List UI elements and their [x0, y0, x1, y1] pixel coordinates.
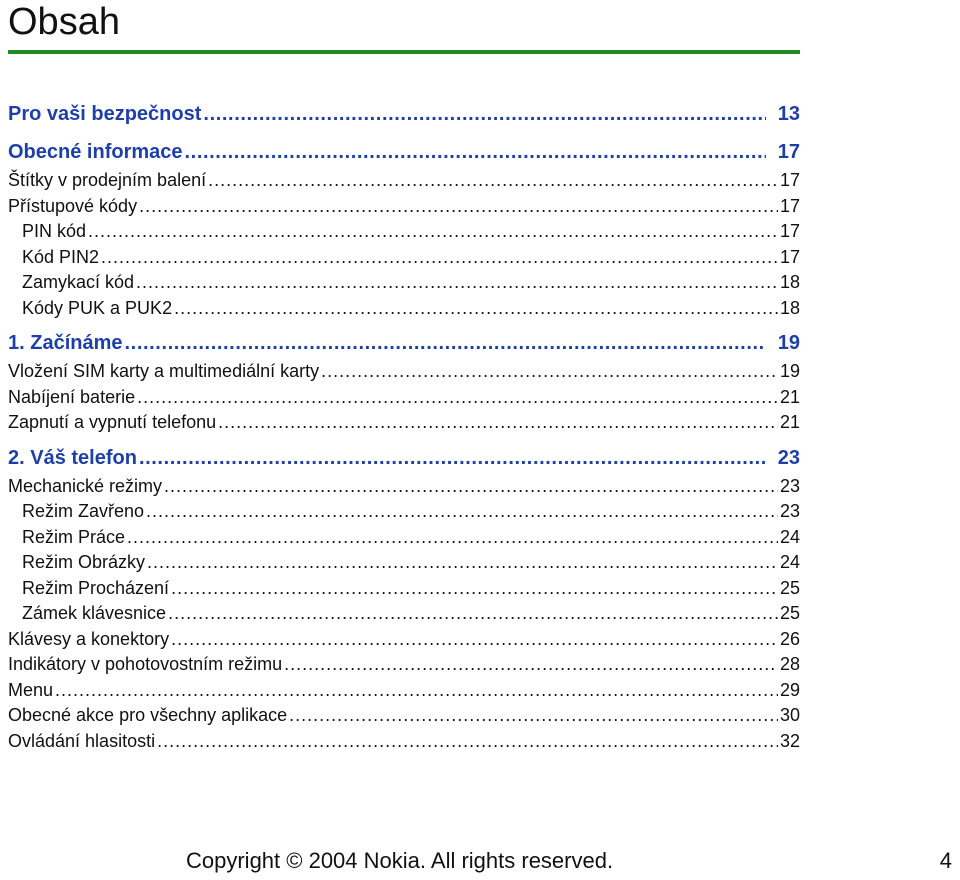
toc-entry-page: 21 [779, 386, 800, 407]
toc-section-heading[interactable] [8, 327, 800, 359]
toc-entry-page: 23 [779, 501, 800, 521]
toc-entry[interactable] [8, 703, 800, 729]
toc-entry-label: Obecné akce pro všechny aplikace [8, 705, 288, 725]
toc-entry-page: 21 [779, 412, 800, 432]
dot-leader [55, 678, 778, 704]
toc-entry-page: 19 [779, 361, 800, 381]
toc-entry-page: 17 [779, 170, 800, 190]
toc-entry-label: Režim Obrázky [22, 552, 146, 572]
toc-entry[interactable] [8, 576, 800, 602]
toc-entry-page: 29 [779, 679, 800, 700]
toc-entry-label: Zámek klávesnice [22, 603, 167, 623]
toc-entry[interactable] [8, 729, 800, 755]
toc-entry-label: Klávesy a konektory [8, 628, 170, 649]
toc-entry-page: 25 [779, 577, 800, 598]
toc-entry-page: 25 [779, 603, 800, 623]
toc-entry[interactable] [8, 359, 800, 385]
toc-entry[interactable] [8, 270, 800, 296]
toc-entry[interactable] [8, 219, 800, 245]
toc-entry-label: Menu [8, 679, 54, 700]
dot-leader [164, 474, 778, 500]
copyright-notice: Copyright © 2004 Nokia. All rights reserved. [186, 848, 614, 873]
page-footer [0, 844, 960, 880]
dot-leader [185, 136, 766, 168]
dot-leader [139, 442, 766, 474]
toc-entry-page: 17 [777, 141, 800, 163]
toc-entry-label: PIN kód [22, 221, 87, 241]
dot-leader [88, 219, 778, 245]
toc-entry-page: 23 [777, 446, 800, 469]
toc-entry[interactable] [8, 474, 800, 500]
dot-leader [125, 327, 766, 359]
toc-entry-label: Štítky v prodejním balení [8, 170, 207, 190]
page-title: Obsah [8, 1, 120, 43]
toc-entry-label: Indikátory v pohotovostním režimu [8, 654, 283, 674]
toc-entry-page: 17 [779, 246, 800, 267]
toc-entry[interactable] [8, 499, 800, 525]
toc-entry-label: Ovládání hlasitosti [8, 730, 156, 751]
dot-leader [321, 359, 778, 385]
dot-leader [289, 703, 778, 729]
toc-entry-page: 17 [779, 195, 800, 216]
dot-leader [208, 168, 778, 194]
toc-entry[interactable] [8, 601, 800, 627]
dot-leader [139, 194, 778, 220]
toc-entry-label: Nabíjení baterie [8, 386, 136, 407]
toc-entry[interactable] [8, 678, 800, 704]
toc-entry-label: Mechanické režimy [8, 475, 163, 496]
title-underline [8, 50, 800, 54]
toc-entry-label: Přístupové kódy [8, 195, 138, 216]
toc-entry-label: Pro vaši bezpečnost [8, 103, 202, 125]
toc-entry-label: Režim Procházení [22, 577, 170, 598]
dot-leader [284, 652, 778, 678]
dot-leader [157, 729, 778, 755]
toc-entry-page: 13 [777, 103, 800, 125]
table-of-contents [8, 98, 800, 754]
toc-entry-page: 28 [779, 654, 800, 674]
dot-leader [137, 385, 778, 411]
toc-entry-page: 19 [777, 332, 800, 354]
toc-section [8, 136, 800, 321]
dot-leader [127, 525, 778, 551]
toc-entry-page: 23 [779, 475, 800, 496]
toc-entry-label: Zamykací kód [22, 272, 135, 292]
toc-entry-label: 1. Začínáme [8, 332, 123, 354]
toc-entry-page: 18 [779, 272, 800, 292]
toc-entry-label: Kód PIN2 [22, 246, 100, 267]
dot-leader [203, 98, 765, 130]
toc-entry[interactable] [8, 627, 800, 653]
toc-entry-page: 18 [779, 297, 800, 318]
dot-leader [168, 601, 778, 627]
toc-entry-label: Kódy PUK a PUK2 [22, 297, 173, 318]
toc-entry-label: Režim Zavřeno [22, 501, 145, 521]
toc-entry[interactable] [8, 652, 800, 678]
dot-leader [171, 627, 778, 653]
dot-leader [101, 245, 778, 271]
toc-entry-label: Zapnutí a vypnutí telefonu [8, 412, 217, 432]
dot-leader [146, 499, 778, 525]
toc-entry[interactable] [8, 410, 800, 436]
toc-section [8, 98, 800, 130]
dot-leader [174, 296, 778, 322]
toc-section-heading[interactable] [8, 442, 800, 474]
toc-entry-label: Vložení SIM karty a multimediální karty [8, 361, 320, 381]
toc-section-heading[interactable] [8, 98, 800, 130]
toc-entry-page: 30 [779, 705, 800, 725]
toc-entry-page: 24 [779, 552, 800, 572]
toc-entry-label: Režim Práce [22, 526, 126, 547]
toc-entry-page: 26 [779, 628, 800, 649]
toc-entry[interactable] [8, 525, 800, 551]
toc-entry[interactable] [8, 296, 800, 322]
toc-entry[interactable] [8, 194, 800, 220]
dot-leader [147, 550, 778, 576]
toc-entry-label: Obecné informace [8, 141, 183, 163]
toc-section-heading[interactable] [8, 136, 800, 168]
toc-entry-page: 32 [779, 730, 800, 751]
toc-entry[interactable] [8, 550, 800, 576]
toc-entry-label: 2. Váš telefon [8, 446, 137, 469]
dot-leader [171, 576, 778, 602]
toc-entry[interactable] [8, 385, 800, 411]
toc-entry[interactable] [8, 245, 800, 271]
dot-leader [218, 410, 778, 436]
toc-section [8, 442, 800, 755]
toc-section [8, 327, 800, 436]
dot-leader [136, 270, 778, 296]
page-number: 4 [939, 848, 952, 873]
toc-entry-page: 17 [779, 221, 800, 241]
toc-entry-page: 24 [779, 526, 800, 547]
toc-entry[interactable] [8, 168, 800, 194]
